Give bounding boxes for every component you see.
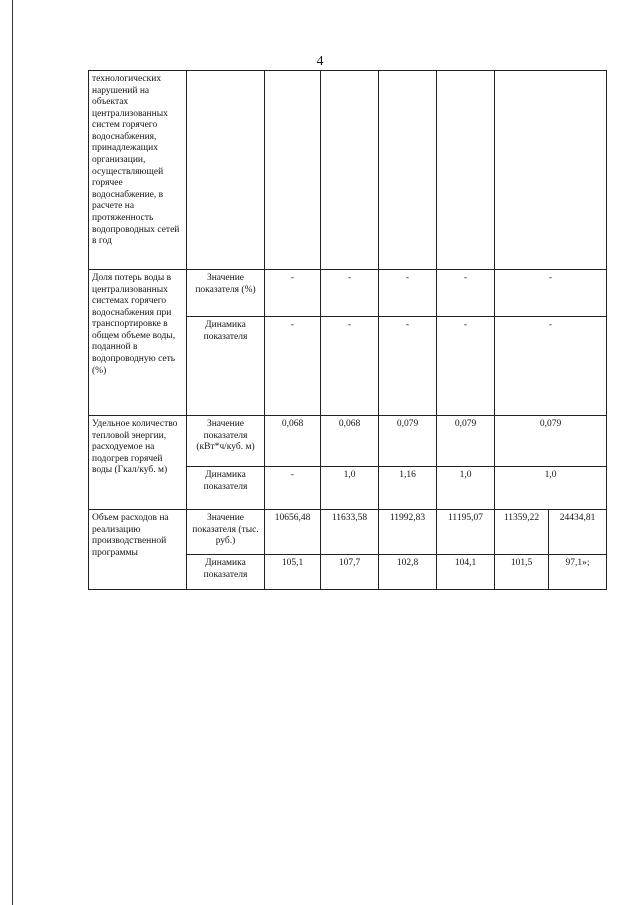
sub-label-dynamics: Динамика показателя bbox=[187, 317, 265, 416]
value-cell: 1,0 bbox=[495, 467, 607, 510]
value-cell: - bbox=[437, 317, 495, 416]
value-cell: 101,5 bbox=[495, 555, 549, 590]
value-cell: 11195,07 bbox=[437, 510, 495, 555]
sub-label-value: Значение показателя (тыс. руб.) bbox=[187, 510, 265, 555]
value-cell: 1,0 bbox=[321, 467, 379, 510]
row-label-tech-violations: технологических нарушений на объектах централизованных систем горячего водоснабжения, принадлежащих организации, осуществляющей горячее водоснабжение, в расчете на протяженность водопроводных сетей в год bbox=[89, 71, 187, 270]
value-cell: 0,079 bbox=[495, 416, 607, 467]
value-cell: - bbox=[379, 317, 437, 416]
page-number: 4 bbox=[316, 54, 324, 69]
value-cell: - bbox=[437, 270, 495, 317]
row-label-heat-energy: Удельное количество тепловой энергии, расходуемое на подогрев горячей воды (Гкал/куб. м) bbox=[89, 416, 187, 510]
row-label-expenses: Объем расходов на реализацию производственной программы bbox=[89, 510, 187, 590]
row-label-water-loss: Доля потерь воды в централизованных системах горячего водоснабжения при транспортировке в общем объеме воды, поданной в водопроводную сеть (%) bbox=[89, 270, 187, 416]
value-cell: 0,079 bbox=[379, 416, 437, 467]
table-row bbox=[89, 510, 607, 555]
value-cell: - bbox=[495, 270, 607, 317]
value-cell: 1,0 bbox=[437, 467, 495, 510]
value-cell: 10656,48 bbox=[265, 510, 321, 555]
empty-cell bbox=[379, 71, 437, 270]
sub-label-value: Значение показателя (кВт*ч/куб. м) bbox=[187, 416, 265, 467]
table-row bbox=[89, 270, 607, 317]
value-cell: - bbox=[495, 317, 607, 416]
indicators-table bbox=[88, 70, 607, 590]
value-cell: - bbox=[379, 270, 437, 317]
empty-cell bbox=[321, 71, 379, 270]
value-cell: - bbox=[265, 467, 321, 510]
value-cell: 0,068 bbox=[321, 416, 379, 467]
value-cell: - bbox=[321, 270, 379, 317]
value-cell: 0,079 bbox=[437, 416, 495, 467]
value-cell: 11359,22 bbox=[495, 510, 549, 555]
value-cell: 104,1 bbox=[437, 555, 495, 590]
page-margin-rule bbox=[12, 0, 13, 905]
value-cell: 107,7 bbox=[321, 555, 379, 590]
sub-label-dynamics: Динамика показателя bbox=[187, 555, 265, 590]
value-cell: 11992,83 bbox=[379, 510, 437, 555]
sub-label-value: Значение показателя (%) bbox=[187, 270, 265, 317]
table-row bbox=[89, 416, 607, 467]
value-cell: 24434,81 bbox=[549, 510, 607, 555]
empty-cell bbox=[495, 71, 607, 270]
value-cell: - bbox=[265, 270, 321, 317]
value-cell: 11633,58 bbox=[321, 510, 379, 555]
table-row bbox=[89, 71, 607, 270]
value-cell: 1,16 bbox=[379, 467, 437, 510]
value-cell: 97,1»; bbox=[549, 555, 607, 590]
value-cell: - bbox=[265, 317, 321, 416]
empty-cell bbox=[265, 71, 321, 270]
empty-cell bbox=[187, 71, 265, 270]
sub-label-dynamics: Динамика показателя bbox=[187, 467, 265, 510]
value-cell: 102,8 bbox=[379, 555, 437, 590]
empty-cell bbox=[437, 71, 495, 270]
value-cell: - bbox=[321, 317, 379, 416]
value-cell: 0,068 bbox=[265, 416, 321, 467]
value-cell: 105,1 bbox=[265, 555, 321, 590]
